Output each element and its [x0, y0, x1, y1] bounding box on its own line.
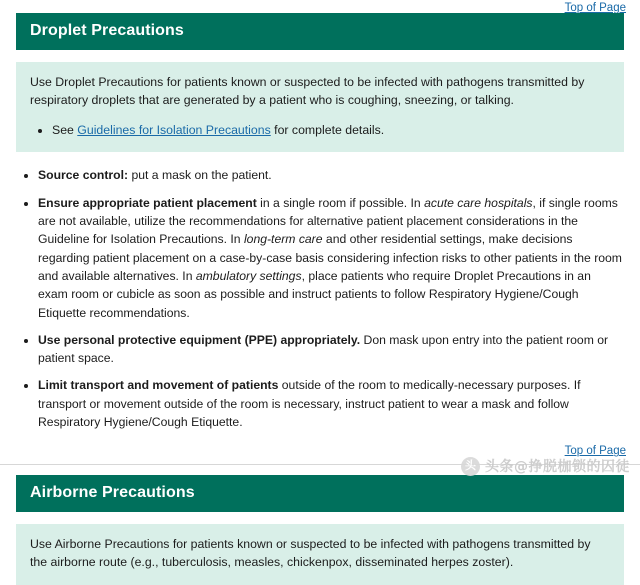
item-em-3: ambulatory settings [195, 268, 302, 283]
callout-bullet-pre: See [52, 122, 78, 137]
callout-bullet-post: for complete details. [270, 122, 385, 137]
item-lead: Source control: [38, 168, 129, 183]
list-item [38, 166, 624, 184]
list-item [38, 376, 624, 431]
watermark-badge-icon: 头 [461, 457, 480, 476]
droplet-callout-text: Use Droplet Precautions for patients known or suspected to be infected with pathogens transmitted by respiratory droplets that are generated by a patient who is coughing, sneezing, or talking. [30, 75, 585, 107]
item-em-2: long-term care [243, 232, 323, 247]
top-of-page-link-row-2 [0, 431, 640, 464]
droplet-recommendation-list [16, 166, 624, 431]
item-rest: Don mask upon entry into the patient room or patient space. [38, 332, 609, 366]
item-rest-4: , place patients who require Droplet Precautions in an exam room or cubicle as soon as possible and instruct patients to follow Respiratory Hygiene/Cough Etiquette recommendations. [38, 268, 591, 320]
droplet-callout-list [30, 122, 610, 140]
droplet-callout-list-item [52, 122, 610, 140]
section-header-droplet: Droplet Precautions [16, 13, 624, 50]
item-lead: Use personal protective equipment (PPE) appropriately. [38, 332, 361, 347]
item-rest-2: , if single rooms are not available, utilize the recommendations for alternative patient placement considerations in the Guideline for Isolation Precautions. In [38, 195, 618, 247]
item-rest: outside of the room to medically-necessary purposes. If transport or movement outside of the room is necessary, instruct patient to wear a mask and follow Respiratory Hygiene/Cough Etiquette. [38, 378, 581, 430]
item-em-1: acute care hospitals [424, 195, 533, 210]
watermark-text: 头条@挣脱枷锁的囚徒 [485, 459, 630, 475]
guidelines-link[interactable]: Guidelines for Isolation Precautions [77, 122, 271, 137]
section-header-airborne: Airborne Precautions [16, 475, 624, 512]
item-lead: Limit transport and movement of patients [38, 378, 279, 393]
item-lead: Ensure appropriate patient placement [38, 195, 257, 210]
list-item [38, 331, 624, 368]
list-item [38, 194, 624, 322]
item-rest-1: in a single room if possible. In [256, 195, 425, 210]
top-of-page-link[interactable]: Top of Page [564, 2, 626, 13]
top-of-page-link-row-1 [0, 0, 640, 13]
top-of-page-link[interactable]: Top of Page [564, 445, 626, 458]
airborne-callout-text: Use Airborne Precautions for patients known or suspected to be infected with pathogens transmitted by the airborne route (e.g., tuberculosis, measles, chickenpox, disseminated herpes zoster). [30, 537, 591, 570]
item-rest: put a mask on the patient. [128, 168, 272, 183]
spacer [0, 465, 640, 475]
item-rest-3: and other residential settings, make decisions regarding patient placement on a case-by-case basis considering infection risks to other patients in the room and available alternatives. In [38, 232, 622, 283]
airborne-callout [16, 524, 624, 585]
droplet-callout [16, 62, 624, 152]
